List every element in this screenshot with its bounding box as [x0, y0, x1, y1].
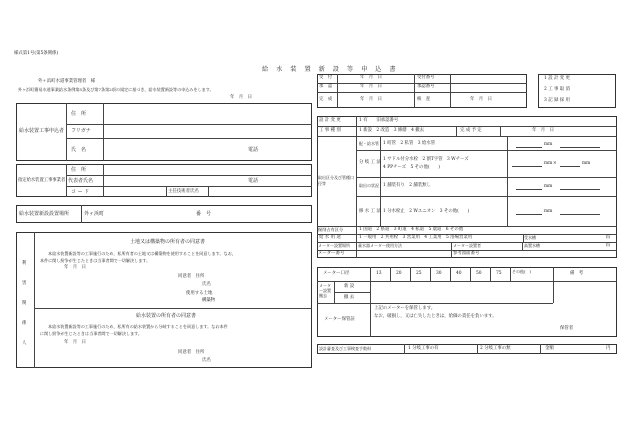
fee-label: 設計審査及び工事検査手数料 — [319, 346, 371, 351]
contractor-rep-label: 代表者氏名 — [68, 178, 94, 184]
approval-number-label: 承認番号 — [417, 84, 435, 89]
status-design-change[interactable]: 1 設 計 変 更 — [544, 76, 570, 81]
owner-consent-address: 同意者 住所 — [178, 350, 205, 355]
fee-amount-label: 金額 — [545, 346, 554, 351]
stop-method-label: 修 水 工 法 — [359, 209, 381, 214]
use-options[interactable]: 1 一般用 2 共用栓 3 営業用 4 工業用 5 浴場営業用 — [359, 235, 473, 240]
land-consent-structure: 構築物 — [202, 298, 216, 303]
use-label: 給 水 用 途 — [319, 235, 341, 240]
meter-size-50: 50 — [476, 271, 482, 276]
applicant-furigana-label: フリガナ — [71, 128, 91, 134]
meter-size-header: メーター口径 — [323, 271, 350, 276]
owner-consent-body-2: に関し紛争が生じたときは当事者間で一切解決します。 — [40, 331, 143, 336]
extraction-label: 取出の状況 — [359, 183, 379, 188]
applicant-section-label: 給水装置工事申込者 — [19, 128, 65, 134]
land-consent-body-1: 本給水装置新設等の工事施行のため，私所有者の土地又は構築物を使用することを同意します。なお， — [48, 251, 236, 256]
land-consent-date: 年 月 日 — [64, 265, 86, 270]
land-consent-land: 使用する土地 — [186, 291, 213, 296]
meter-keep-label: メーター保管証 — [324, 317, 355, 322]
applicant-tel-label: 電話 — [248, 147, 259, 153]
elevated-tank-label: 高置水槽 — [524, 243, 540, 248]
meter-type-label: 量水器メーター使用方法 — [358, 243, 402, 248]
approval-date: 年 月 日 — [360, 84, 382, 89]
meter-number-label: メーター番号 — [318, 251, 345, 256]
receipt-label: 受 付 — [319, 75, 333, 80]
meter-size-30: 30 — [436, 271, 442, 276]
fee-option-with-branch[interactable]: 1 分岐工事の有 — [408, 346, 439, 351]
land-consent-body-2: 本件に関し紛争が生じたときは当事者間で一切解決します。 — [40, 258, 151, 263]
extraction-mm: mm — [544, 184, 553, 189]
location-number-label: 番 号 — [196, 211, 212, 217]
meter-size-25: 25 — [416, 271, 422, 276]
applicant-name-label: 氏 名 — [71, 147, 87, 153]
road-class-label: 掘削占有区分 — [318, 227, 344, 232]
contractor-code-label: コ ー ド — [71, 189, 90, 195]
contractor-section-label: 指定給水装置工事事業者 — [18, 178, 66, 183]
contractor-code-field[interactable] — [104, 187, 165, 196]
interested-party-label-2: 害 — [22, 281, 27, 286]
meter-remarks-label: 備 考 — [570, 271, 584, 276]
form-number: 様式第1号(第5条関係) — [14, 51, 59, 56]
chief-engineer-label: 主任技術者氏名 — [168, 189, 199, 194]
interested-party-label-4: 係 — [22, 321, 27, 326]
land-consent-address: 同意者 住所 — [178, 274, 205, 279]
stop-method-options[interactable]: 1 分水栓止 2 Wユニオン 3 その他( ) — [383, 209, 470, 214]
stop-mm: mm — [544, 209, 553, 214]
meter-keep-text-2: なお，破損し，又は亡失したときは，給価の責任を負います。 — [374, 314, 497, 319]
meter-install-remove-label: メーター設置撤去 — [319, 283, 331, 299]
elevated-tank-unit: ㎥ — [606, 243, 611, 248]
contractor-tel-label: 電話 — [248, 178, 259, 184]
design-change-value[interactable]: 1 有 旧承認番号 — [359, 118, 399, 123]
meter-keep-text-1: 上記のメーターを保管します。 — [374, 306, 436, 311]
owner-consent-name: 氏名 — [202, 358, 211, 363]
branch-method-label: 分 岐 工 法 — [359, 160, 381, 165]
branch-group-label: 取出区分及び管種口径等 — [318, 175, 354, 187]
meter-new-label: 新 設 — [344, 284, 355, 289]
status-cancel[interactable]: 2 工 事 取 消 — [544, 87, 570, 92]
meter-size-75: 75 — [496, 271, 502, 276]
branch-mm: mm — [544, 161, 553, 166]
extraction-options[interactable]: 1 舗装有り 2 舗装無し — [383, 183, 431, 188]
work-type-options[interactable]: 1 新設 2 改造 3 修繕 4 撤去 — [359, 128, 425, 133]
owner-consent-title: 給水装置の所有者の同意書 — [136, 313, 197, 319]
reference-drawing-label: 参考図面番号 — [453, 251, 480, 256]
meter-size-other: その他( ) — [512, 269, 532, 274]
interested-party-label-5: 人 — [22, 341, 27, 346]
meter-location-label: メーター設置場所 — [318, 243, 350, 248]
design-change-label: 設 計 変 更 — [319, 118, 341, 123]
interested-party-label-1: 利 — [22, 261, 27, 266]
branch-method-options-1[interactable]: 1 サドル付分水栓 2 割T字管 3 Wチーズ — [383, 157, 469, 162]
location-field[interactable] — [112, 206, 311, 222]
completion-label: 完 成 — [319, 97, 333, 102]
addressee: 外ヶ浜町水道事業管理者 様 — [38, 79, 96, 84]
applicant-name-field[interactable] — [104, 139, 244, 160]
application-date: 年 月 日 — [230, 95, 252, 100]
meter-remove-label: 撤 去 — [344, 295, 355, 300]
owner-consent-body-1: 本給水装置新設等の工事施行のため，私所有の給水装置から分岐することを同意します。なお本件 — [48, 324, 228, 329]
interested-party-label-3: 関 — [22, 301, 27, 306]
planned-completion-label: 完 成 予 定 — [460, 128, 482, 133]
applicant-address-field[interactable] — [104, 104, 311, 123]
meter-size-20: 20 — [396, 271, 402, 276]
land-consent-title: 土地又は構築物の所有者の同意書 — [130, 239, 206, 245]
owner-consent-date: 年 月 日 — [64, 340, 86, 345]
work-type-label: 工 事 種 別 — [319, 128, 341, 133]
receipt-date: 年 月 日 — [360, 75, 382, 80]
fee-option-without-branch[interactable]: 2 分岐工事の無 — [480, 346, 511, 351]
form-title: 給 水 装 置 新 設 等 申 込 書 — [262, 66, 399, 73]
completion-date: 年 月 日 — [360, 97, 382, 102]
land-consent-name: 氏名 — [202, 282, 211, 287]
water-tank-unit: ㎥ — [606, 235, 611, 240]
pipe-mm: mm — [544, 142, 553, 147]
meter-size-40: 40 — [456, 271, 462, 276]
branch-method-options-2[interactable]: 4 PPチーズ 5 その他( ) — [383, 165, 441, 170]
status-record[interactable]: 3 記 録 採 用 — [544, 98, 570, 103]
pipe-options[interactable]: 1 町管 2 私管 3 給水管 — [383, 141, 436, 146]
receipt-number-label: 受付番号 — [417, 75, 435, 80]
road-class-options[interactable]: 1 国道 2 県道 3 町道 4 私道 5 農道 6 その他 — [359, 227, 464, 232]
meter-keeper-label: 保管者 — [560, 326, 574, 331]
approval-label: 承 認 — [319, 84, 333, 89]
pipe-label: 配・給水管 — [359, 141, 379, 146]
location-town: 外ヶ浜町 — [84, 211, 105, 217]
branch-times: × — [553, 161, 557, 166]
planned-completion-date[interactable]: 年 月 日 — [532, 128, 554, 133]
preamble: 外ヶ浜町簡易水道事業給水条例第5条及び第7条第2項の規定に基づき，給水装置新設等の申込みをします。 — [18, 87, 214, 92]
meter-installer-label: メーター設置者 — [453, 243, 481, 248]
inspection-date: 年 月 日 — [470, 97, 492, 102]
applicant-address-label: 住 所 — [71, 111, 87, 117]
contractor-address-label: 住 所 — [71, 167, 87, 173]
applicant-furigana-field[interactable] — [104, 125, 311, 137]
location-label: 給水装置新設設置場所 — [19, 211, 70, 217]
inspection-label: 検 査 — [417, 97, 431, 102]
branch-mm-2: mm — [582, 161, 591, 166]
water-tank-label: 受水槽 — [524, 235, 536, 240]
fee-yen: 円 — [606, 346, 611, 351]
meter-size-13: 13 — [376, 271, 382, 276]
